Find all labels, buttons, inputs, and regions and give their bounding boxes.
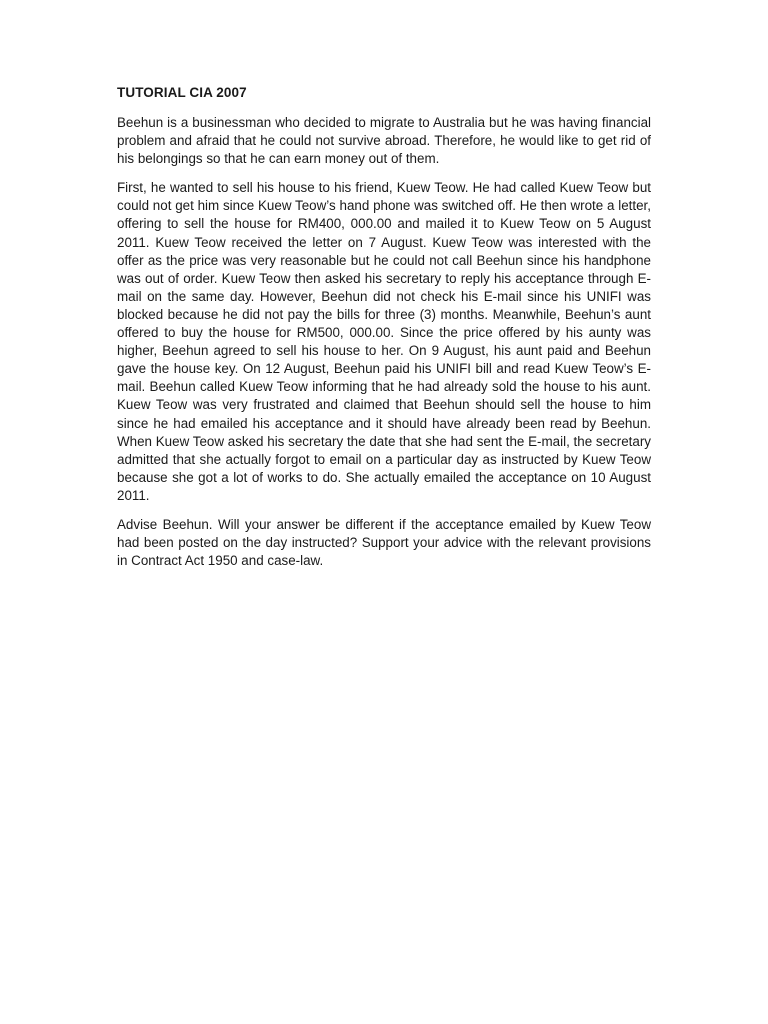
paragraph-question: Advise Beehun. Will your answer be different if the acceptance emailed by Kuew Teow had been posted on the day instructed? Support your advice with the relevant provisions in Contract Act 1950 and case-law. [117,516,651,569]
document-title: TUTORIAL CIA 2007 [117,85,247,100]
paragraph-facts: First, he wanted to sell his house to his friend, Kuew Teow. He had called Kuew Teow but could not get him since Kuew Teow’s hand phone was switched off. He then wrote a letter, offering to sell the house for RM400, 000.00 and mailed it to Kuew Teow on 5 August 2011. Kuew Teow received the letter on 7 August. Kuew Teow was interested with the offer as the price was very reasonable but he could not call Beehun since his handphone was out of order. Kuew Teow then asked his secretary to reply his acceptance through E-mail on the same day. However, Beehun did not check his E-mail since his UNIFI was blocked because he did not pay the bills for three (3) months. Meanwhile, Beehun’s aunt offered to buy the house for RM500, 000.00. Since the price offered by his aunty was higher, Beehun agreed to sell his house to her. On 9 August, his aunt paid and Beehun gave the house key. On 12 August, Beehun paid his UNIFI bill and read Kuew Teow’s E-mail. Beehun called Kuew Teow informing that he had already sold the house to his aunt. Kuew Teow was very frustrated and claimed that Beehun should sell the house to him since he had emailed his acceptance and it should have already been read by Beehun. When Kuew Teow asked his secretary the date that she had sent the E-mail, the secretary admitted that she actually forgot to email on a particular day as instructed by Kuew Teow because she got a lot of works to do. She actually emailed the acceptance on 10 August 2011. [117,180,651,503]
document-page [117,84,651,581]
paragraph-background: Beehun is a businessman who decided to migrate to Australia but he was having financial problem and afraid that he could not survive abroad. Therefore, he would like to get rid of his belongings so that he can earn money out of them. [117,115,651,167]
